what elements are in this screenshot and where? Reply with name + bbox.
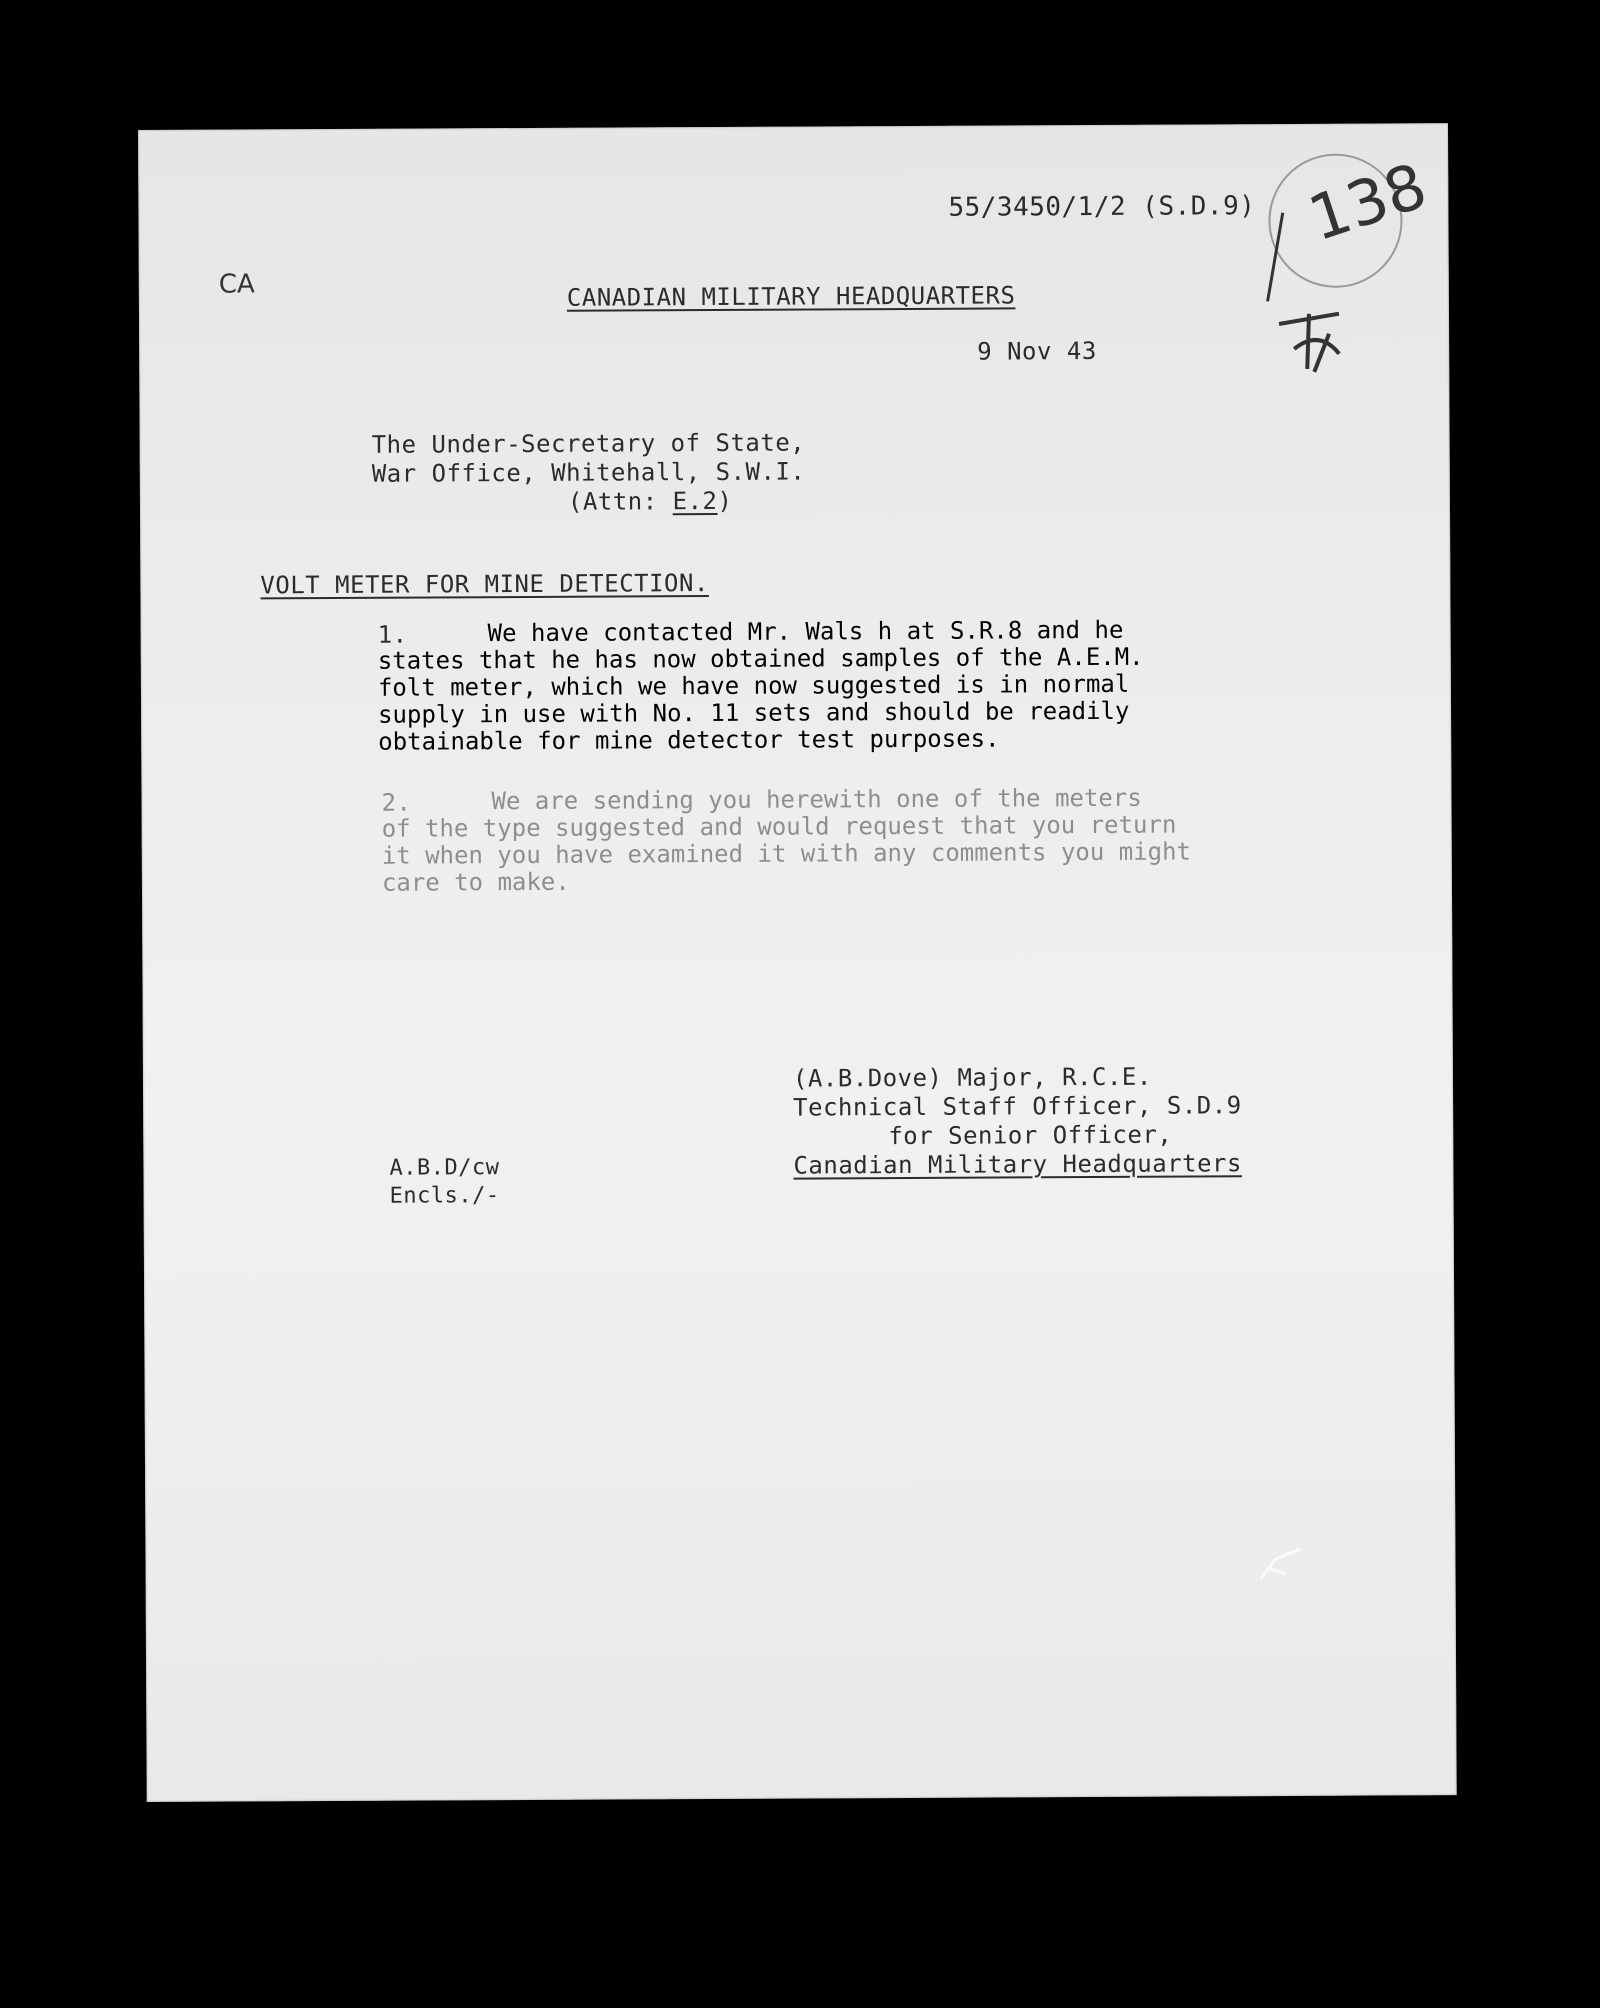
paragraph-1-number: 1. <box>377 620 408 649</box>
subject-heading: VOLT METER FOR MINE DETECTION. <box>260 569 709 600</box>
signature-title: Technical Staff Officer, S.D.9 <box>793 1091 1242 1122</box>
paragraph-2-text: We are sending you herewith one of the meters of the type suggested and would request that you return it when you have examined it with any comments you might care to make. <box>381 783 1192 897</box>
paragraph-1-text: We have contacted Mr. Wals h at S.R.8 and he states that he has now obtained samples of the A.E.M. folt meter, which we have now suggested is in normal supply in use with No. 11 sets and should be readily obtainable for mine detector test purposes. <box>377 615 1144 756</box>
addressee-line-1: The Under-Secretary of State, <box>371 428 806 459</box>
corner-mark: CA <box>218 269 255 300</box>
enclosure-note: Encls./- <box>389 1183 500 1209</box>
document-page <box>138 123 1457 1802</box>
file-reference: 55/3450/1/2 (S.D.9) <box>948 191 1256 223</box>
paper-mark <box>1255 1544 1305 1584</box>
letter-date: 9 Nov 43 <box>977 336 1097 366</box>
signature-organization: Canadian Military Headquarters <box>793 1149 1242 1180</box>
folio-number: 138 <box>1299 148 1436 256</box>
attention-line: (Attn: E.2) <box>567 486 733 516</box>
paragraph-2-number: 2. <box>381 788 412 817</box>
signature-for: for Senior Officer, <box>888 1120 1173 1151</box>
signature-name: (A.B.Dove) Major, R.C.E. <box>792 1062 1152 1093</box>
addressee-line-2: War Office, Whitehall, S.W.I. <box>371 457 806 488</box>
letterhead-title: CANADIAN MILITARY HEADQUARTERS <box>566 281 1016 312</box>
handwritten-initials <box>1269 294 1359 374</box>
reference-initials: A.B.D/cw <box>389 1155 500 1181</box>
